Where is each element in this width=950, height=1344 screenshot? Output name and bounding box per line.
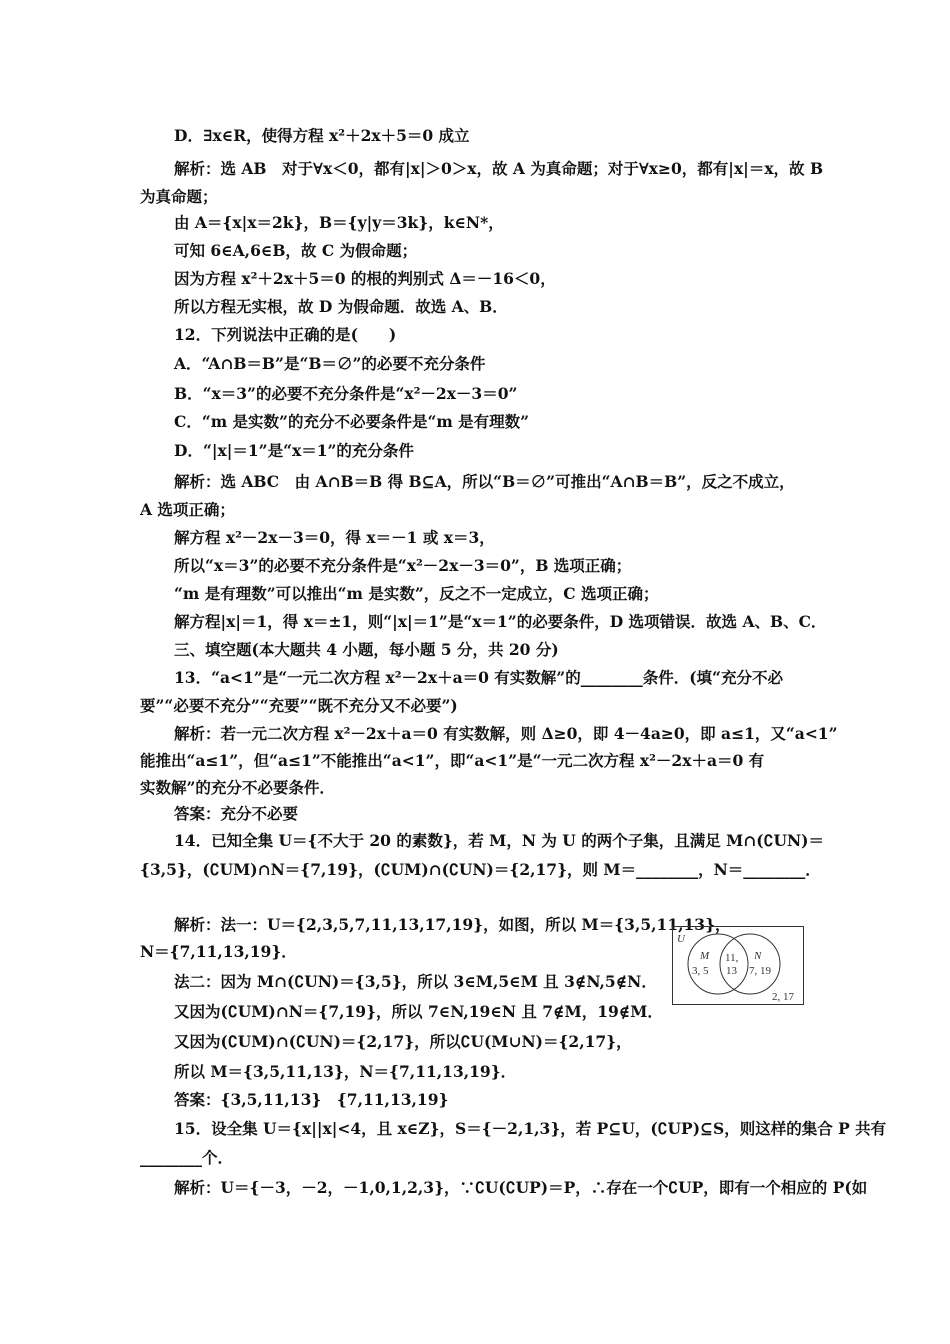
- solution-q12-line3: 解方程 x²－2x－3＝0，得 x＝－1 或 x＝3，: [174, 528, 495, 547]
- solution-q13-line3: 实数解”的充分不必要条件．: [140, 778, 335, 797]
- solution-q12-line4: 所以“x＝3”的必要不充分条件是“x²－2x－3＝0”，B 选项正确；: [174, 556, 632, 575]
- set-n-circle: [720, 934, 780, 994]
- intersection-elements-bottom: 13: [726, 965, 737, 977]
- solution-q14-line3: 法二：因为 M∩(∁UN)＝{3,5}，所以 3∈M,5∈M 且 3∉N,5∉N．: [174, 972, 657, 991]
- solution-q13-line2: 能推出“a≤1”，但“a≤1”不能推出“a<1”，即“a<1”是“一元二次方程 x²－2x＋a＝0 有: [140, 751, 765, 770]
- option-d-q11: D．∃x∈R，使得方程 x²＋2x＋5＝0 成立: [174, 126, 470, 145]
- question-13-line2: 要”“必要不充分”“充要”“既不充分又不必要”): [140, 696, 458, 715]
- question-14-line1: 14．已知全集 U＝{不大于 20 的素数}，若 M，N 为 U 的两个子集，且满足 M∩(∁UN)＝: [174, 831, 824, 850]
- solution-q14-line6: 所以 M＝{3,5,11,13}，N＝{7,11,13,19}．: [174, 1062, 517, 1081]
- option-a-q12: A．“A∩B＝B”是“B＝∅”的必要不充分条件: [174, 354, 486, 373]
- solution-q14-line2: N＝{7,11,13,19}．: [140, 942, 297, 961]
- solution-q11-line2: 为真命题；: [140, 187, 218, 206]
- solution-q12-line5: “m 是有理数”可以推出“m 是实数”，反之不一定成立，C 选项正确；: [174, 584, 659, 603]
- solution-q11-line6: 所以方程无实根，故 D 为假命题．故选 A、B．: [174, 297, 508, 316]
- solution-q14-line1: 解析：法一：U＝{2,3,5,7,11,13,17,19}，如图，所以 M＝{3,5,11,13}，: [174, 915, 731, 934]
- outside-elements: 2, 17: [772, 991, 794, 1003]
- set-m-circle: [688, 934, 748, 994]
- option-d-q12: D．“|x|＝1”是“x＝1”的充分条件: [174, 441, 414, 460]
- answer-q13: 答案：充分不必要: [174, 804, 299, 823]
- solution-q14-line5: 又因为(∁UM)∩(∁UN)＝{2,17}，所以∁U(M∪N)＝{2,17}，: [174, 1032, 632, 1051]
- intersection-elements-top: 11,: [725, 952, 739, 964]
- solution-q11-line5: 因为方程 x²＋2x＋5＝0 的根的判别式 Δ＝－16＜0，: [174, 269, 556, 288]
- solution-q13-line1: 解析：若一元二次方程 x²－2x＋a＝0 有实数解，则 Δ≥0，即 4－4a≥0，即 a≤1，又“a<1”: [174, 724, 838, 743]
- answer-q14: 答案：{3,5,11,13} {7,11,13,19}: [174, 1090, 449, 1109]
- question-14-line2: {3,5}，(∁UM)∩N＝{7,19}，(∁UM)∩(∁UN)＝{2,17}，则 M＝________，N＝________．: [140, 860, 821, 879]
- universe-label: U: [677, 933, 685, 945]
- section-heading-fill-in: 三、填空题(本大题共 4 小题，每小题 5 分，共 20 分): [174, 640, 559, 659]
- set-n-label: N: [754, 950, 762, 962]
- solution-q12-line2: A 选项正确；: [140, 500, 235, 519]
- question-15-line2: ________个．: [140, 1148, 234, 1167]
- venn-diagram: [672, 926, 804, 1006]
- option-c-q12: C．“m 是实数”的充分不必要条件是“m 是有理数”: [174, 412, 530, 431]
- solution-q15-line1: 解析：U＝{－3，－2，－1,0,1,2,3}，∵∁U(∁UP)＝P，∴存在一个∁UP，即有一个相应的 P(如: [174, 1178, 868, 1197]
- option-b-q12: B．“x＝3”的必要不充分条件是“x²－2x－3＝0”: [174, 384, 518, 403]
- solution-q11-line4: 可知 6∈A,6∈B，故 C 为假命题；: [174, 241, 418, 260]
- n-only-elements: 7, 19: [749, 965, 771, 977]
- solution-q11-line1: 解析：选 AB 对于∀x＜0，都有|x|＞0＞x，故 A 为真命题；对于∀x≥0，都有|x|＝x，故 B: [174, 159, 824, 178]
- m-only-elements: 3, 5: [692, 965, 709, 977]
- set-m-label: M: [700, 950, 710, 962]
- solution-q12-line6: 解方程|x|＝1，得 x＝±1，则“|x|＝1”是“x＝1”的必要条件，D 选项错误．故选 A、B、C．: [174, 612, 827, 631]
- question-12: 12．下列说法中正确的是( ): [174, 325, 397, 344]
- solution-q12-line1: 解析：选 ABC 由 A∩B＝B 得 B⊆A，所以“B＝∅”可推出“A∩B＝B”，反之不成立，: [174, 472, 795, 491]
- solution-q14-line4: 又因为(∁UM)∩N＝{7,19}，所以 7∈N,19∈N 且 7∉M，19∉M．: [174, 1002, 663, 1021]
- question-15-line1: 15．设全集 U＝{x||x|<4，且 x∈Z}，S＝{－2,1,3}，若 P⊆U，(∁UP)⊆S，则这样的集合 P 共有: [174, 1119, 887, 1138]
- solution-q11-line3: 由 A＝{x|x＝2k}，B＝{y|y＝3k}，k∈N*，: [174, 213, 504, 232]
- question-13-line1: 13．“a<1”是“一元二次方程 x²－2x＋a＝0 有实数解”的________条件．(填“充分不必: [174, 668, 783, 687]
